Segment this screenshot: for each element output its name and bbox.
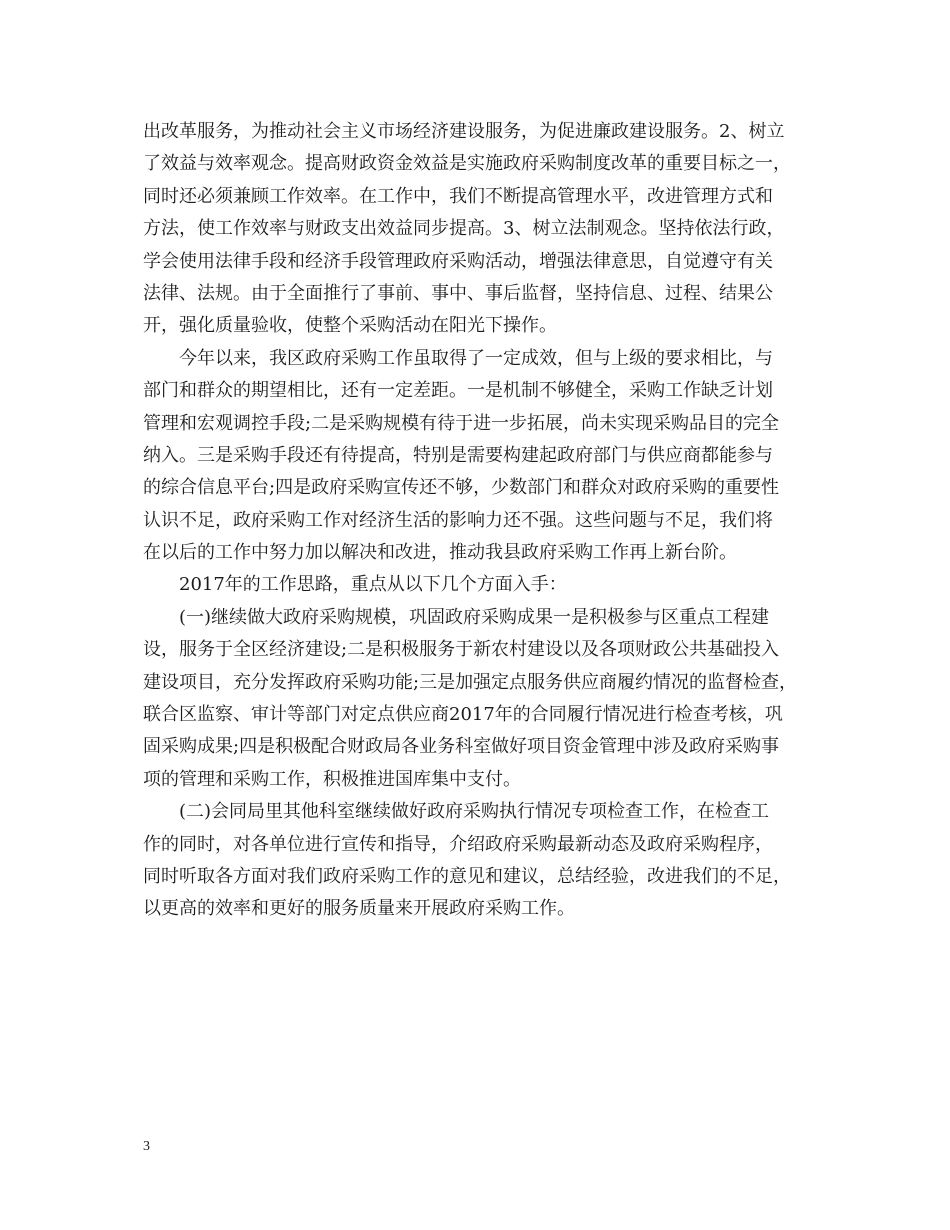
document-body <box>143 116 815 926</box>
text-line: 管理和宏观调控手段;二是采购规模有待于进一步拓展，尚未实现采购品目的完全 <box>143 412 780 434</box>
text-line: 开，强化质量验收，使整个采购活动在阳光下操作。 <box>143 315 557 337</box>
text-line: 设，服务于全区经济建设;二是积极服务于新农村建设以及各项财政公共基础投入 <box>143 639 780 661</box>
text-line: 的综合信息平台;四是政府采购宣传还不够，少数部门和群众对政府采购的重要性 <box>143 477 780 499</box>
text-line: 在以后的工作中努力加以解决和改进，推动我县政府采购工作再上新台阶。 <box>143 542 737 564</box>
text-line: 同时还必须兼顾工作效率。在工作中，我们不断提高管理水平，改进管理方式和 <box>143 185 773 207</box>
text-line: 建设项目，充分发挥政府采购功能;三是加强定点服务供应商履约情况的监督检查， <box>143 671 798 693</box>
text-line: 固采购成果;四是积极配合财政局各业务科室做好项目资金管理中涉及政府采购事 <box>143 736 780 758</box>
text-line: 今年以来，我区政府采购工作虽取得了一定成效，但与上级的要求相比，与 <box>179 347 773 369</box>
text-line: (一)继续做大政府采购规模，巩固政府采购成果一是积极参与区重点工程建 <box>179 606 770 628</box>
page-number: 3 <box>143 1139 150 1154</box>
text-line: 了效益与效率观念。提高财政资金效益是实施政府采购制度改革的重要目标之一， <box>143 153 791 175</box>
text-line: 认识不足，政府采购工作对经济生活的影响力还不强。这些问题与不足，我们将 <box>143 509 773 531</box>
text-line: (二)会同局里其他科室继续做好政府采购执行情况专项检查工作，在检查工 <box>179 801 770 823</box>
text-line: 作的同时，对各单位进行宣传和指导，介绍政府采购最新动态及政府采购程序， <box>143 833 773 855</box>
text-line: 项的管理和采购工作，积极推进国库集中支付。 <box>143 768 521 790</box>
text-line: 方法，使工作效率与财政支出效益同步提高。3、树立法制观念。坚持依法行政， <box>143 218 785 240</box>
text-line: 联合区监察、审计等部门对定点供应商2017年的合同履行情况进行检查考核，巩 <box>143 704 783 726</box>
text-line: 纳入。三是采购手段还有待提高，特别是需要构建起政府部门与供应商都能参与 <box>143 444 773 466</box>
text-line: 2017年的工作思路，重点从以下几个方面入手： <box>179 574 567 596</box>
text-line: 同时听取各方面对我们政府采购工作的意见和建议，总结经验，改进我们的不足， <box>143 865 791 887</box>
text-line: 出改革服务，为推动社会主义市场经济建设服务，为促进廉政建设服务。2、树立 <box>143 121 785 142</box>
text-line: 法律、法规。由于全面推行了事前、事中、事后监督，坚持信息、过程、结果公 <box>143 282 773 304</box>
text-line: 以更高的效率和更好的服务质量来开展政府采购工作。 <box>143 898 575 920</box>
text-line: 学会使用法律手段和经济手段管理政府采购活动，增强法律意思，自觉遵守有关 <box>143 250 773 272</box>
text-line: 部门和群众的期望相比，还有一定差距。一是机制不够健全，采购工作缺乏计划 <box>143 380 773 402</box>
